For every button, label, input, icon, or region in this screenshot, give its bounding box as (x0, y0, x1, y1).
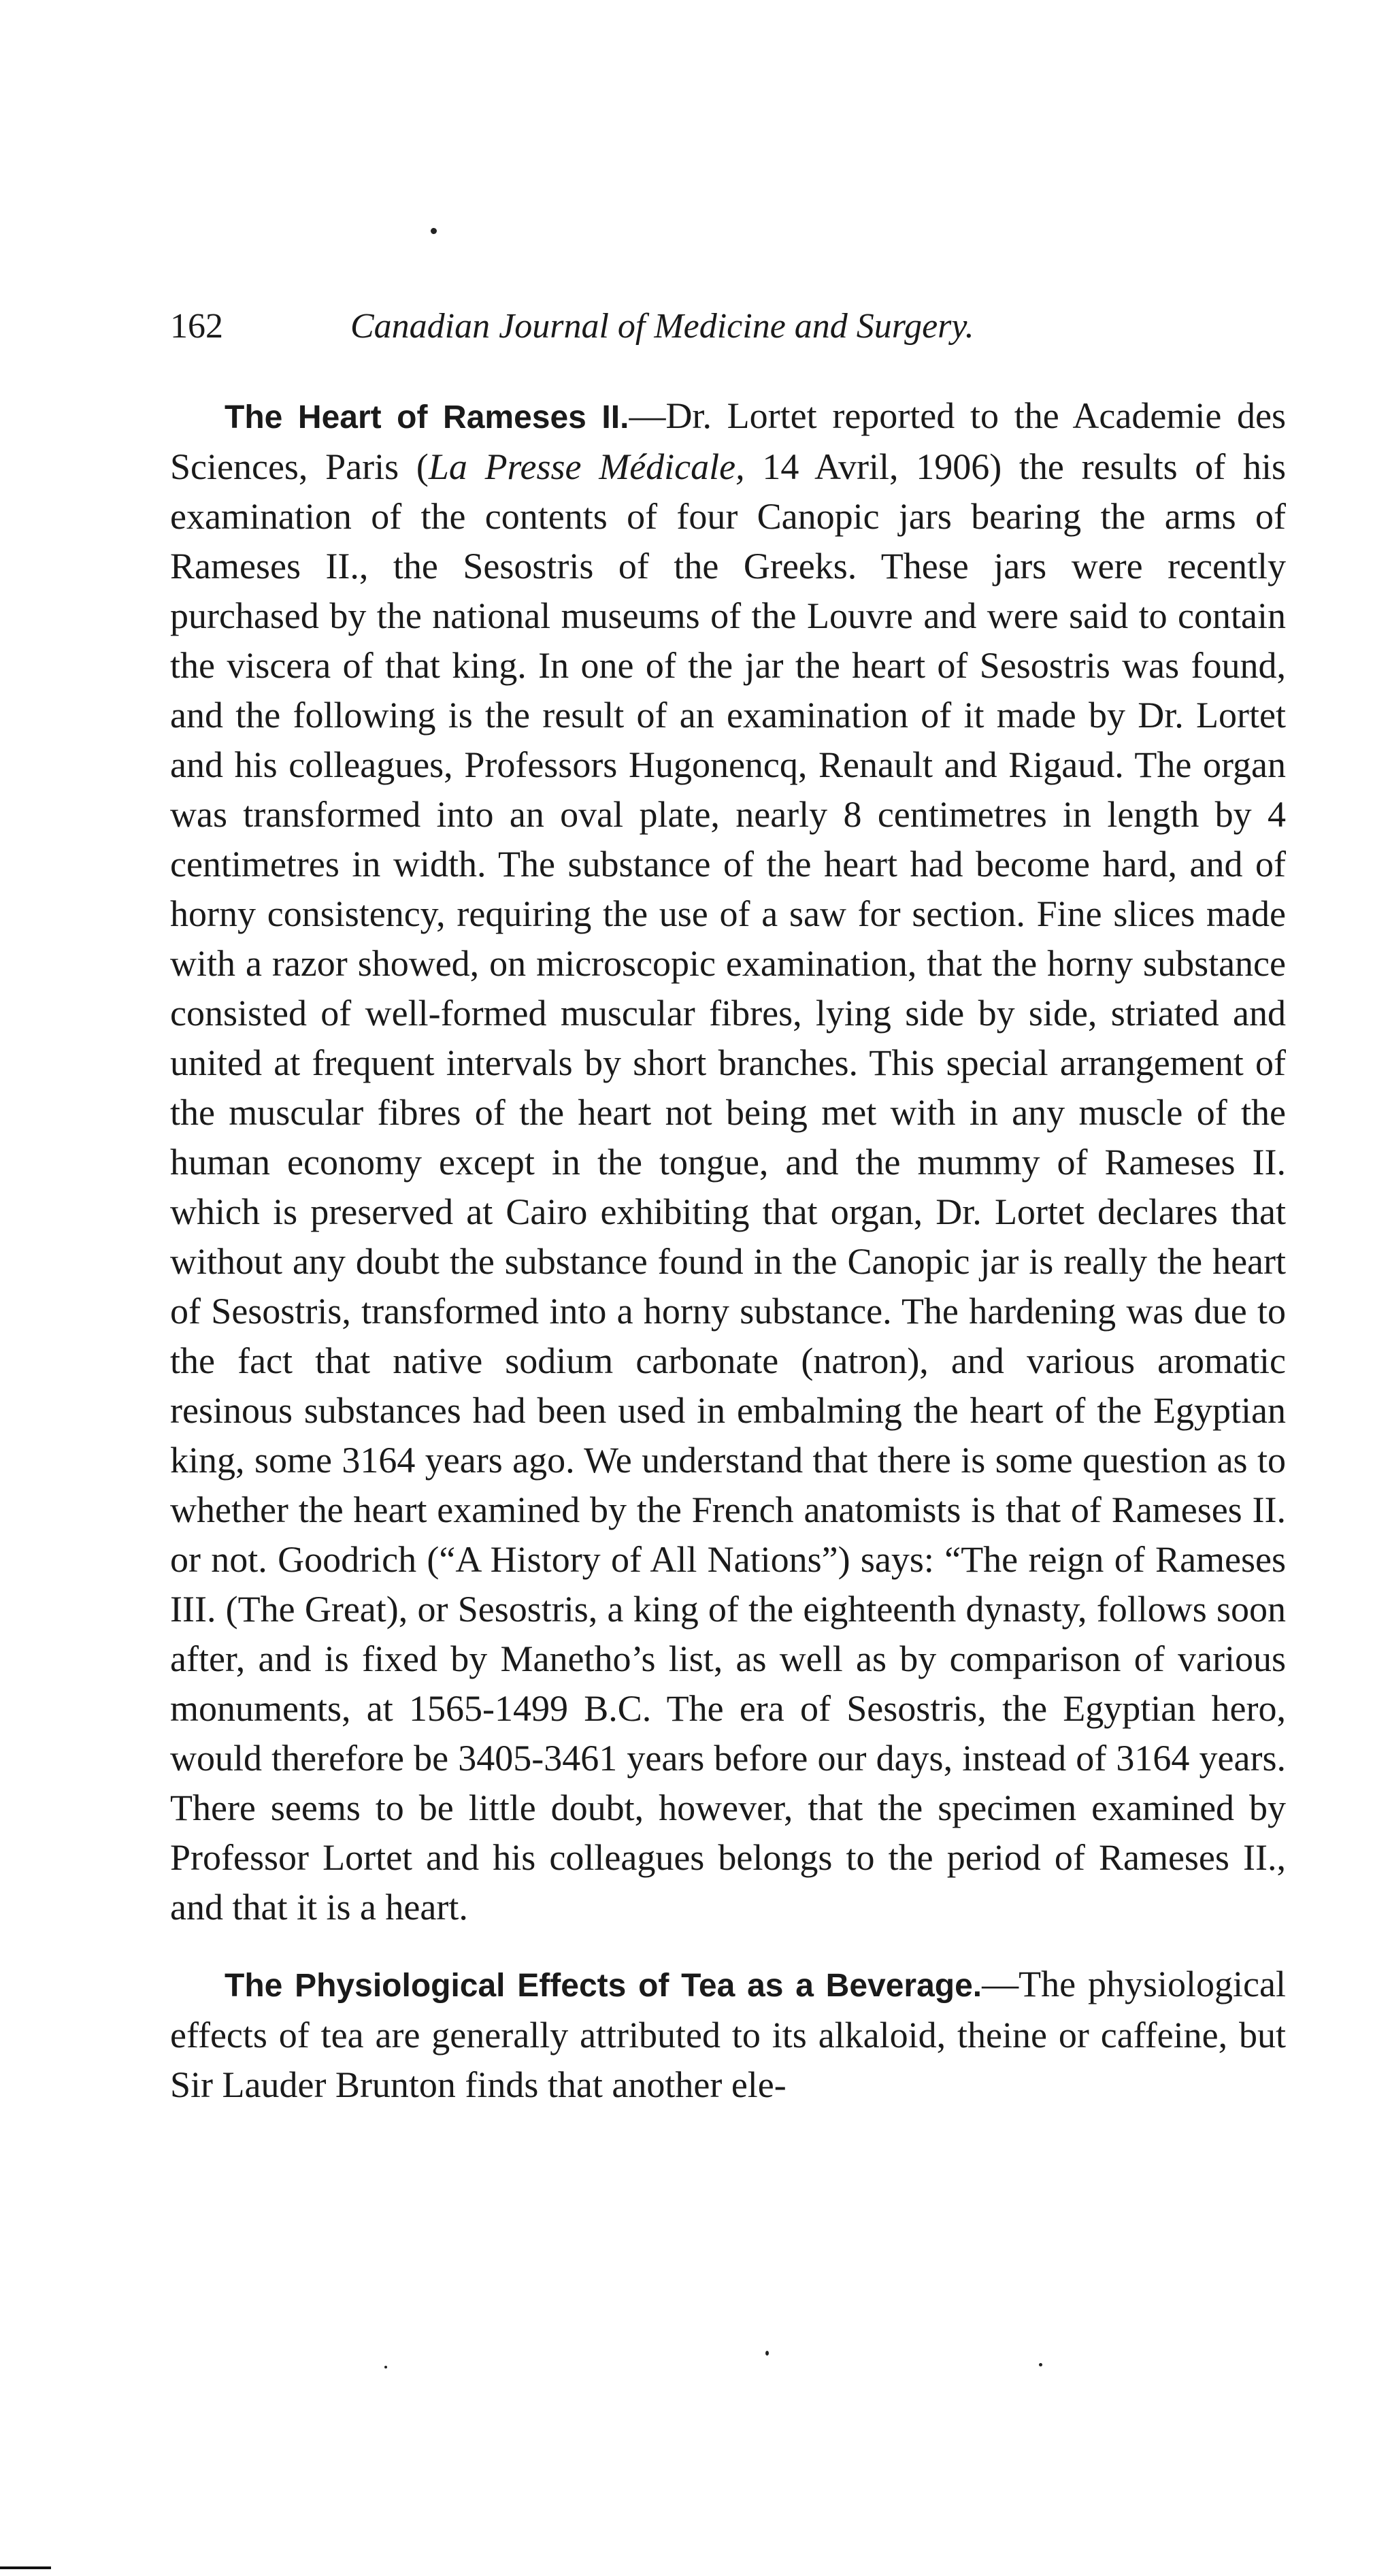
print-speck (1039, 2363, 1042, 2366)
article-citation: La Presse Médicale, (428, 446, 745, 487)
print-speck (765, 2351, 769, 2356)
page-number: 162 (170, 307, 223, 346)
print-speck (384, 2366, 387, 2368)
article-text: —Dr. Lortet reported to the Academie des Sciences, Paris ( (170, 395, 1286, 487)
page-header (170, 299, 1123, 354)
article-heading: The Heart of Rameses II. (225, 399, 629, 435)
article-text: 14 Avril, 1906) the results of his examination of the contents of four Canopic jars bearing the arms of Rameses II., the Sesostris of the Greeks. These jars were recently purchased by the national museums of the Louvre and were said to contain the viscera of that king. In one of the jar the heart of Sesostris was found, and the following is the result of an examination of it made by Dr. Lortet and his colleagues, Professors Hugonencq, Renault and Rigaud. The organ was transformed into an oval plate, nearly 8 centimetres in length by 4 centimetres in width. The substance of the heart had become hard, and of horny consistency, requiring the use of a saw for section. Fine slices made with a razor showed, on microscopic examination, that the horny substance consisted of well-formed muscular fibres, lying side by side, striated and united at frequent intervals by short branches. This special arrangement of the muscular fibres of the heart not being met with in any muscle of the human economy except in the tongue, and the mummy of Rameses II. which is preserved at Cairo exhibiting that organ, Dr. Lortet declares that without any doubt the substance found in the Canopic jar is really the heart of Sesostris, transformed into a horny substance. The hardening was due to the fact that native sodium carbonate (natron), and various aromatic resinous substances had been used in embalming the heart of the Egyptian king, some 3164 years ago. We understand that there is some question as to whether the heart examined by the French anatomists is that of Rameses II. or not. Goodrich (“A History of All Nations”) says: “The reign of Rameses III. (The Great), or Sesostris, a king of the eighteenth dynasty, follows soon after, and is fixed by Manetho’s list, as well as by comparison of various monuments, at 1565-1499 B.C. The era of Sesostris, the Egyptian hero, would therefore be 3405-3461 years before our days, instead of 3164 years. There seems to be little doubt, however, that the specimen examined by Professor Lortet and his colleagues belongs to the period of Rameses II., and that it is a heart. (170, 446, 1287, 1928)
article-text: —The physiological effects of tea are generally attributed to its alkaloid, theine or caffeine, but Sir Lauder Brunton finds that another ele- (170, 1964, 1286, 2105)
article-heart-of-rameses (170, 391, 1286, 1932)
running-title: Canadian Journal of Medicine and Surgery. (350, 307, 974, 346)
article-body (170, 391, 1286, 2110)
article-heading: The Physiological Effects of Tea as a Beverage. (225, 1968, 982, 2004)
print-speck (431, 228, 437, 234)
edge-mark (0, 2566, 51, 2569)
article-tea-effects (170, 1960, 1286, 2110)
